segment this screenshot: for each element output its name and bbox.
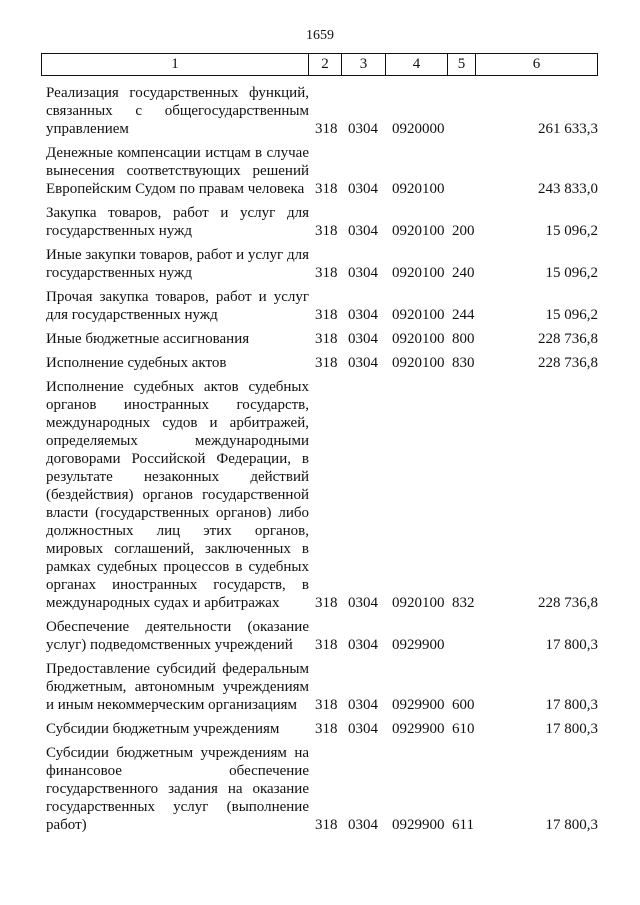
row-description: Исполнение судебных актов судебных органов иностранных государств, международных судов и арбитражей, определяемых международными договорами Российской Федерации, в результате незаконных действий (бездействия) органов государственной власти (государственных органов) либо должностных лиц этих органов, мировых соглашений, заключенных в рамках судебных процессов в судебных органах иностранных государств, в международных судах и арбитражах bbox=[46, 379, 309, 611]
row-code-2: 318 bbox=[315, 307, 338, 323]
budget-rows bbox=[0, 84, 640, 840]
row-code-3: 0304 bbox=[348, 181, 378, 197]
row-code-2: 318 bbox=[315, 355, 338, 371]
row-description: Реализация государственных функций, связанных с общегосударственным управлением bbox=[46, 85, 309, 137]
row-code-4: 0929900 bbox=[392, 721, 445, 737]
row-amount: 17 800,3 bbox=[545, 721, 598, 737]
row-description: Иные закупки товаров, работ и услуг для государственных нужд bbox=[46, 247, 309, 281]
table-row bbox=[0, 84, 640, 138]
table-row bbox=[0, 354, 640, 372]
row-code-5: 200 bbox=[452, 223, 475, 239]
column-header-row bbox=[42, 54, 598, 76]
row-code-3: 0304 bbox=[348, 223, 378, 239]
row-code-5: 600 bbox=[452, 697, 475, 713]
row-code-2: 318 bbox=[315, 223, 338, 239]
row-code-5: 610 bbox=[452, 721, 475, 737]
row-amount: 15 096,2 bbox=[545, 223, 598, 239]
row-description: Денежные компенсации истцам в случае вынесения соответствующих решений Европейским Судом по правам человека bbox=[46, 145, 309, 197]
row-amount: 261 633,3 bbox=[538, 121, 598, 137]
row-code-4: 0920100 bbox=[392, 223, 445, 239]
row-amount: 17 800,3 bbox=[545, 697, 598, 713]
row-description: Субсидии бюджетным учреждениям на финансовое обеспечение государственного задания на оказание государственных услуг (выполнение работ) bbox=[46, 745, 309, 833]
row-code-3: 0304 bbox=[348, 355, 378, 371]
row-amount: 17 800,3 bbox=[545, 637, 598, 653]
row-code-3: 0304 bbox=[348, 307, 378, 323]
column-header-table bbox=[41, 53, 598, 76]
table-row bbox=[0, 204, 640, 240]
row-code-3: 0304 bbox=[348, 265, 378, 281]
row-amount: 243 833,0 bbox=[538, 181, 598, 197]
row-code-4: 0920100 bbox=[392, 595, 445, 611]
row-code-4: 0929900 bbox=[392, 637, 445, 653]
table-row bbox=[0, 288, 640, 324]
row-code-3: 0304 bbox=[348, 121, 378, 137]
row-code-4: 0920100 bbox=[392, 181, 445, 197]
table-row bbox=[0, 378, 640, 612]
column-header-2: 2 bbox=[309, 54, 342, 76]
row-amount: 228 736,8 bbox=[538, 355, 598, 371]
row-description: Иные бюджетные ассигнования bbox=[46, 331, 250, 347]
row-code-5: 830 bbox=[452, 355, 475, 371]
row-code-5: 240 bbox=[452, 265, 475, 281]
column-header-3: 3 bbox=[342, 54, 386, 76]
table-row bbox=[0, 720, 640, 738]
row-code-2: 318 bbox=[315, 637, 338, 653]
row-amount: 17 800,3 bbox=[545, 817, 598, 833]
row-code-5: 611 bbox=[452, 817, 474, 833]
table-row bbox=[0, 618, 640, 654]
row-code-2: 318 bbox=[315, 181, 338, 197]
row-code-2: 318 bbox=[315, 595, 338, 611]
row-code-2: 318 bbox=[315, 697, 338, 713]
table-row bbox=[0, 744, 640, 834]
column-header-6: 6 bbox=[476, 54, 598, 76]
row-code-3: 0304 bbox=[348, 331, 378, 347]
row-description: Субсидии бюджетным учреждениям bbox=[46, 721, 280, 737]
row-amount: 15 096,2 bbox=[545, 307, 598, 323]
row-code-2: 318 bbox=[315, 331, 338, 347]
column-header-4: 4 bbox=[386, 54, 448, 76]
row-description: Закупка товаров, работ и услуг для государственных нужд bbox=[46, 205, 309, 239]
row-description: Предоставление субсидий федеральным бюджетным, автономным учреждениям и иным некоммерческим организациям bbox=[46, 661, 309, 713]
row-code-5: 244 bbox=[452, 307, 475, 323]
row-code-4: 0929900 bbox=[392, 697, 445, 713]
row-description: Прочая закупка товаров, работ и услуг для государственных нужд bbox=[46, 289, 309, 323]
table-row bbox=[0, 246, 640, 282]
row-description: Обеспечение деятельности (оказание услуг) подведомственных учреждений bbox=[46, 619, 309, 653]
row-code-4: 0929900 bbox=[392, 817, 445, 833]
row-code-5: 832 bbox=[452, 595, 475, 611]
column-header-1: 1 bbox=[42, 54, 309, 76]
row-code-4: 0920100 bbox=[392, 307, 445, 323]
row-code-2: 318 bbox=[315, 817, 338, 833]
table-row bbox=[0, 144, 640, 198]
row-code-4: 0920000 bbox=[392, 121, 445, 137]
row-code-3: 0304 bbox=[348, 721, 378, 737]
row-amount: 228 736,8 bbox=[538, 331, 598, 347]
row-description: Исполнение судебных актов bbox=[46, 355, 227, 371]
row-code-2: 318 bbox=[315, 721, 338, 737]
row-code-2: 318 bbox=[315, 265, 338, 281]
row-code-3: 0304 bbox=[348, 637, 378, 653]
row-code-3: 0304 bbox=[348, 817, 378, 833]
row-code-4: 0920100 bbox=[392, 331, 445, 347]
row-code-4: 0920100 bbox=[392, 265, 445, 281]
row-code-2: 318 bbox=[315, 121, 338, 137]
column-header-5: 5 bbox=[448, 54, 476, 76]
row-code-5: 800 bbox=[452, 331, 475, 347]
table-row bbox=[0, 660, 640, 714]
table-row bbox=[0, 330, 640, 348]
row-code-4: 0920100 bbox=[392, 355, 445, 371]
page-number: 1659 bbox=[306, 28, 334, 43]
row-code-3: 0304 bbox=[348, 595, 378, 611]
row-amount: 228 736,8 bbox=[538, 595, 598, 611]
row-amount: 15 096,2 bbox=[545, 265, 598, 281]
row-code-3: 0304 bbox=[348, 697, 378, 713]
